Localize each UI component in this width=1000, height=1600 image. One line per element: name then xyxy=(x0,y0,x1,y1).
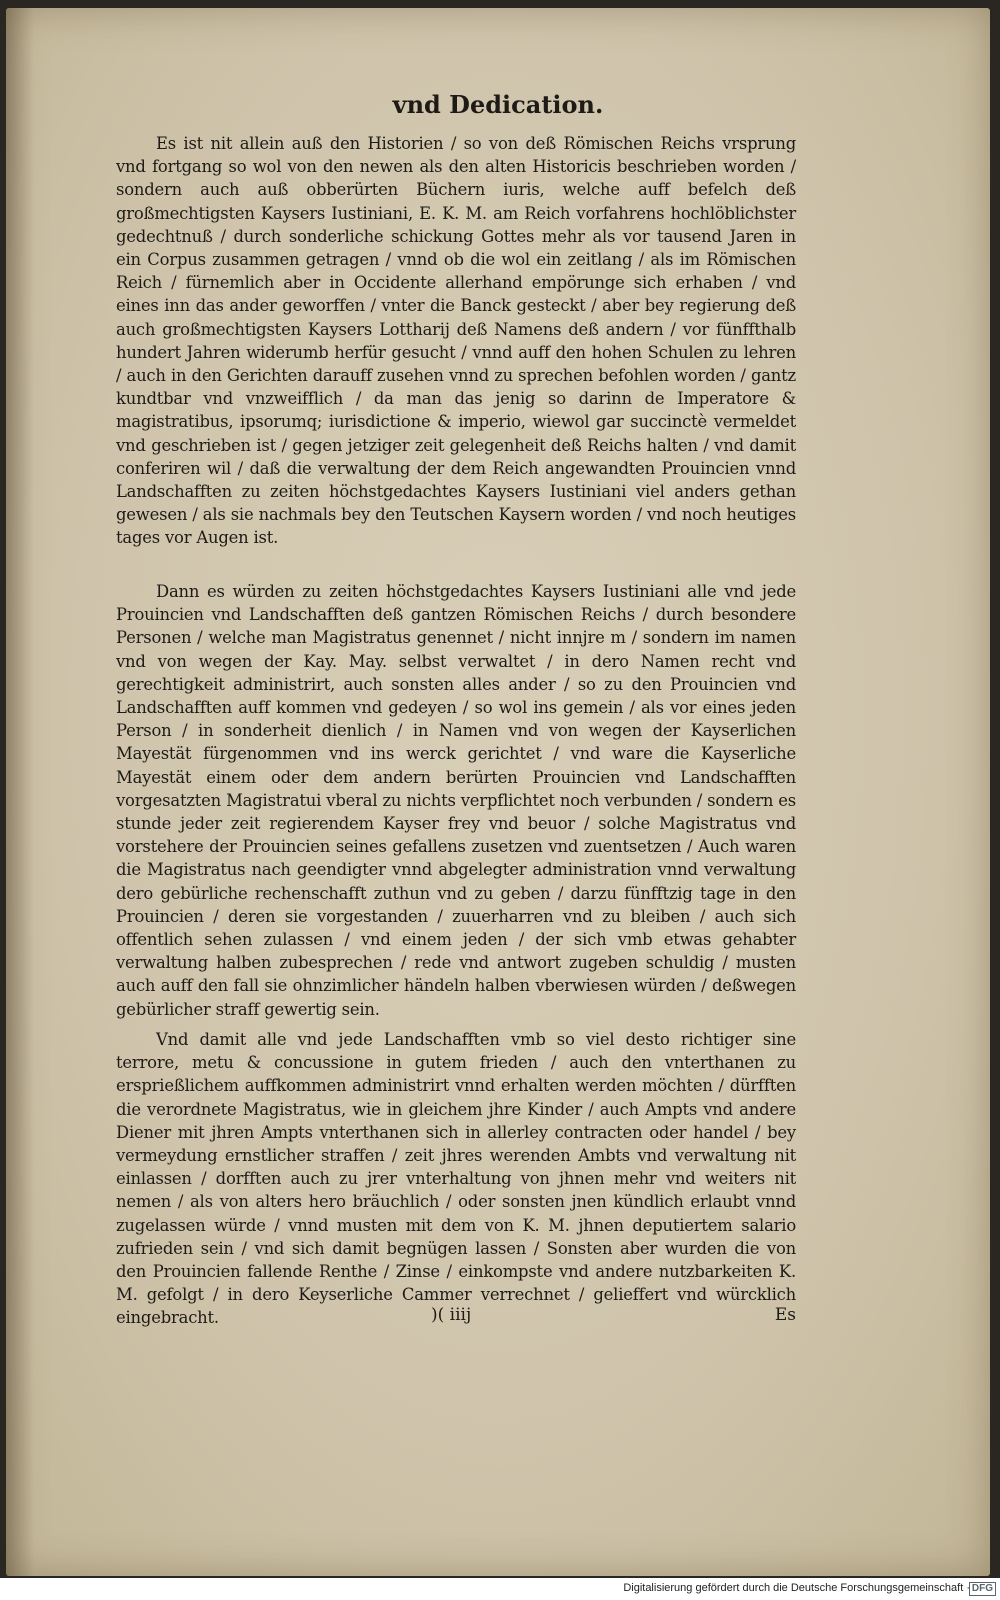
book-page xyxy=(6,8,990,1576)
catchword: Es xyxy=(774,1305,796,1325)
body-paragraph-1: Es ist nit allein auß den Historien / so von deß Römischen Reichs vrsprung vnd fortgang so wol von den newen als den alten Historicis beschrieben worden / sondern auch auß obberürten Büchern iuris, welche auff befelch deß großmechtigsten Kaysers Iustiniani, E. K. M. am Reich vorfahrens hochlöblichster gedechtnuß / durch sonderliche schickung Gottes mehr als vor tausend Jaren in ein Corpus zusammen getragen / vnnd ob die wol ein zeitlang / als im Römischen Reich / fürnemlich aber in Occidente allerhand empörunge sich erhaben / vnd eines inn das ander geworffen / vnter die Banck gesteckt / aber bey regierung deß auch großmechtigsten Kaysers Lottharij deß Namens deß andern / vor fünffthalb hundert Jahren widerumb herfür gesucht / vnnd auff den hohen Schulen zu lehren / auch in den Gerichten darauff zusehen vnnd zu sprechen befohlen worden / gantz kundtbar vnd vnzweifflich / da man das jenig so darinn de Imperatore & magistratibus, ipsorumq; iurisdictione & imperio, wiewol gar succinctè vermeldet vnd geschrieben ist / gegen jetziger zeit gelegenheit deß Reichs halten / vnd damit conferiren wil / daß die verwaltung der dem Reich angewandten Prouincien vnnd Landschafften zu zeiten höchstgedachtes Kaysers Iustiniani viel anders gethan gewesen / als sie nachmals bey den Teutschen Kaysern worden / vnd noch heutiges tages vor Augen ist. xyxy=(116,134,796,548)
body-paragraph-3: Vnd damit alle vnd jede Landschafften vmb so viel desto richtiger sine terrore, metu & concussione in gutem frieden / auch den vnterthanen zu ersprießlichem auffkommen administrirt vnnd erhalten werden möchten / dürfften die verordnete Magistratus, wie in gleichem jhre Kinder / auch Ampts vnd andere Diener mit jhren Ampts vnterthanen sich in allerley contracten oder handel / bey vermeydung ernstlicher straffen / zeit jhres werenden Ambts vnd verwaltung nit einlassen / dorfften auch zu jrer vnterhaltung von jhnen mehr vnd weiters nit nemen / als von alters hero bräuchlich / oder sonsten jnen kündlich erlaubt vnnd zugelassen würde / vnnd musten mit dem von K. M. jhnen deputiertem salario zufrieden sein / vnd sich damit begnügen lassen / Sonsten aber wurden die von den Prouincien fallende Renthe / Zinse / einkompste vnd andere nutzbarkeiten K. M. gefolgt / in dero Keyserliche Cammer verrechnet / gelieffert vnd würcklich eingebracht. xyxy=(116,1030,796,1328)
dfg-logo-icon: DFG xyxy=(969,1582,996,1596)
page-binding-shadow xyxy=(6,8,34,1576)
funding-credit: Digitalisierung gefördert durch die Deutsche Forschungsgemeinschaft · xyxy=(623,1582,970,1594)
body-paragraph-2: Dann es würden zu zeiten höchstgedachtes Kaysers Iustiniani alle vnd jede Prouincien vnd Landschafften deß gantzen Römischen Reichs / durch besondere Personen / welche man Magistratus genennet / nicht innjre m / sondern im namen vnd von wegen der Kay. May. selbst verwaltet / in dero Namen recht vnd gerechtigkeit administrirt, auch sonsten alles ander / so zu den Prouincien vnd Landschafften auff kommen vnd gedeyen / so wol ins gemein / als vor eines jeden Person / in sonderheit dienlich / in Namen vnd von wegen der Kayserlichen Mayestät fürgenommen vnd ins werck gerichtet / vnd ware die Kayserliche Mayestät einem oder dem andern berürten Prouincien vnd Landschafften vorgesatzten Magistratui vberal zu nichts verpflichtet noch verbunden / sondern es stunde jeder zeit regierendem Kayser frey vnd beuor / solche Magistratus vnd vorstehere der Prouincien seines gefallens zusetzen vnd zuentsetzen / Auch waren die Magistratus nach geendigter vnnd abgelegter administration vnnd verwaltung dero gebürliche rechenschafft zuthun vnd zu geben / darzu fünfftzig tage in den Prouincien / deren sie vorgestanden / zuuerharren vnd zu bleiben / auch sich offentlich sehen zulassen / vnd einem jeden / der sich vmb etwas gehabter verwaltung halben zubesprechen / rede vnd antwort zugeben schuldig / musten auch auff den fall sie ohnzimlicher händeln halben vberwiesen würden / deßwegen gebürlicher straff gewertig sein. xyxy=(116,582,796,1019)
signature-mark: )( iiij xyxy=(431,1305,472,1325)
digitization-footer xyxy=(0,1578,1000,1600)
page-title: vnd Dedication. xyxy=(392,90,604,119)
